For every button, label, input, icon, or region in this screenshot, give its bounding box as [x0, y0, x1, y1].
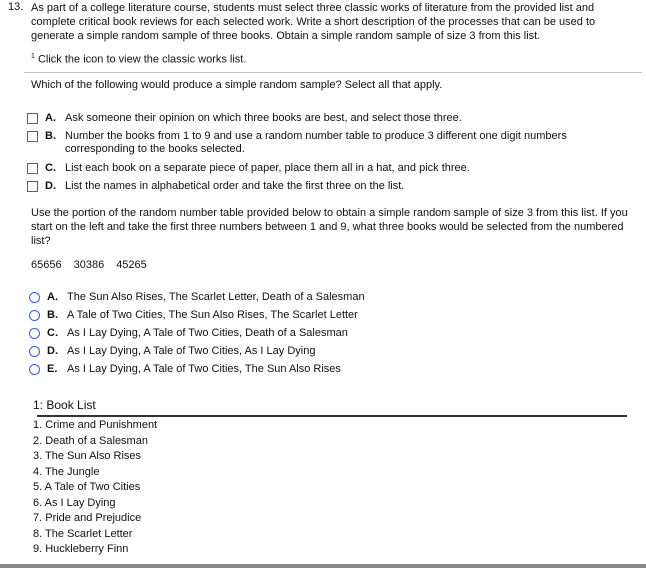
footnote[interactable]	[31, 53, 246, 66]
checkbox[interactable]	[27, 113, 38, 124]
radio-option-b[interactable]	[29, 309, 358, 322]
checkbox[interactable]	[27, 163, 38, 174]
option-text: As I Lay Dying, A Tale of Two Cities, Death of a Salesman	[67, 327, 348, 339]
option-text: As I Lay Dying, A Tale of Two Cities, As I Lay Dying	[67, 345, 316, 357]
option-letter: C.	[47, 327, 58, 339]
radio-button[interactable]	[29, 328, 40, 339]
radio-option-c[interactable]	[29, 327, 348, 340]
book-item: 3. The Sun Also Rises	[33, 450, 142, 462]
book-item: 2. Death of a Salesman	[33, 434, 148, 447]
book-item: 5. A Tale of Two Cities	[33, 481, 141, 493]
question-text: As part of a college literature course, students must select three classic works of literature from the provided list and complete critical book reviews for each selected work. Write a short description of the processes that can be used to generate a simple random sample of three books. Obtain a simple random sample of size 3 from this list.	[31, 2, 596, 42]
book-list-divider	[37, 415, 627, 417]
footnote-text: Click the icon to view the classic works list.	[37, 53, 247, 66]
question-number: 13.	[8, 1, 24, 13]
radio-button[interactable]	[29, 346, 40, 357]
checkbox[interactable]	[27, 181, 38, 192]
book-item: 9. Huckleberry Finn	[33, 543, 129, 555]
option-letter: A.	[45, 112, 56, 124]
radio-button[interactable]	[29, 310, 40, 321]
radio-button[interactable]	[29, 364, 40, 375]
checkbox-option-d[interactable]	[27, 180, 404, 193]
option-letter: C.	[45, 162, 56, 174]
checkbox[interactable]	[27, 131, 38, 142]
option-text: Number the books from 1 to 9 and use a random number table to produce 3 different one digit numbers corresponding to the books selected.	[65, 130, 567, 155]
option-text: As I Lay Dying, A Tale of Two Cities, The Sun Also Rises	[67, 363, 341, 375]
book-item: 1. Crime and Punishment	[33, 419, 158, 431]
random-number: 65656	[31, 259, 62, 271]
radio-option-d[interactable]	[29, 345, 315, 358]
part1-prompt: Which of the following would produce a simple random sample? Select all that apply.	[31, 79, 443, 91]
random-number: 45265	[116, 259, 147, 271]
radio-button[interactable]	[29, 292, 40, 303]
random-number: 30386	[73, 259, 105, 271]
footnote-mark: 1	[31, 53, 35, 60]
book-item: 4. The Jungle	[33, 465, 100, 478]
option-letter: D.	[45, 180, 56, 192]
option-text: List the names in alphabetical order and take the first three on the list.	[65, 180, 405, 192]
book-list-title: 1: Book List	[33, 398, 96, 412]
option-letter: A.	[47, 291, 58, 303]
checkbox-option-c[interactable]	[27, 162, 470, 175]
random-numbers	[31, 259, 159, 271]
option-text: A Tale of Two Cities, The Sun Also Rises, The Scarlet Letter	[67, 309, 358, 321]
divider	[24, 72, 642, 73]
book-item: 7. Pride and Prejudice	[33, 512, 142, 524]
option-text: Ask someone their opinion on which three books are best, and select those three.	[65, 112, 462, 124]
checkbox-option-a[interactable]	[27, 112, 462, 125]
option-letter: B.	[47, 309, 58, 321]
option-text: The Sun Also Rises, The Scarlet Letter, Death of a Salesman	[67, 291, 365, 303]
radio-option-e[interactable]	[29, 363, 341, 376]
book-item: 8. The Scarlet Letter	[33, 527, 133, 540]
bottom-border	[0, 564, 646, 568]
part2-prompt: Use the portion of the random number table provided below to obtain a simple random sample of size 3 from this list. If you start on the left and take the first three numbers between 1 and 9, what three books would be selected from the numbered list?	[31, 207, 628, 247]
book-item: 6. As I Lay Dying	[33, 496, 116, 509]
option-letter: E.	[47, 363, 58, 375]
option-letter: D.	[47, 345, 58, 357]
option-letter: B.	[45, 130, 56, 142]
checkbox-option-b[interactable]	[27, 130, 587, 156]
option-text: List each book on a separate piece of paper, place them all in a hat, and pick three.	[65, 162, 470, 174]
radio-option-a[interactable]	[29, 291, 365, 304]
